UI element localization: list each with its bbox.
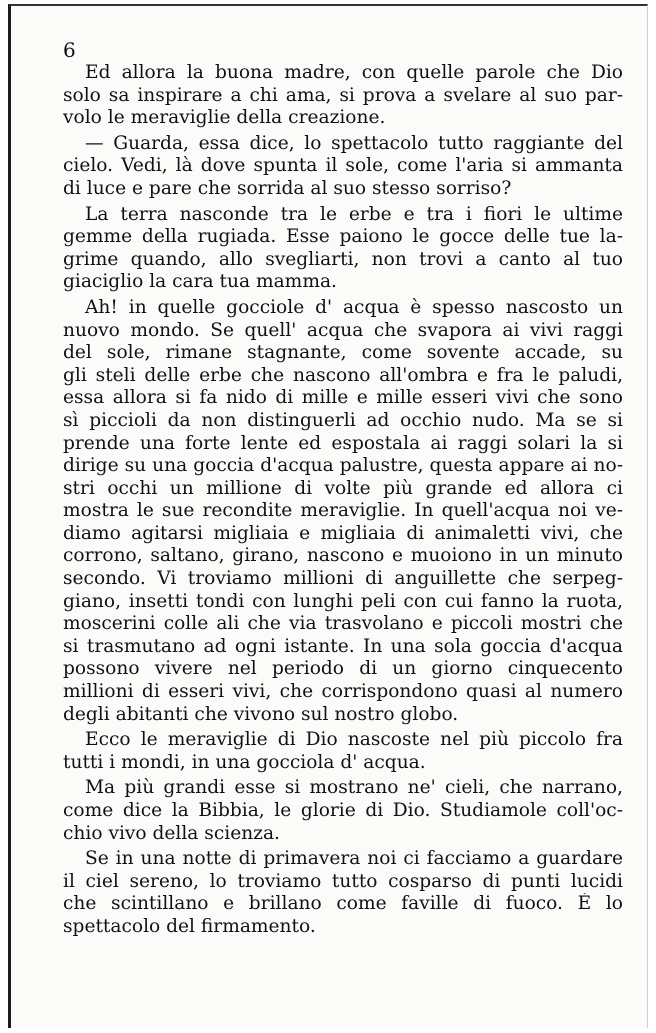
text-line: che scintillano e brillano come faville di fuoco. È lo (63, 893, 623, 915)
text-line: giano, insetti tondi con lunghi peli con cui fanno la ruota, (63, 590, 623, 612)
text-line: stri occhi un millione di volte più grande ed allora ci (63, 477, 623, 499)
text-line: moscerini colle ali che via trasvolano e piccoli mostri che (63, 613, 623, 635)
text-line: cielo. Vedi, là dove spunta il sole, come l'aria si ammanta (63, 155, 623, 177)
text-line: volo le meraviglie della creazione. (63, 107, 386, 129)
text-line: mostra le sue recondite meraviglie. In quell'acqua noi ve- (63, 500, 623, 522)
paragraph (63, 62, 623, 130)
text-line: millioni di esseri vivi, che corrispondono quasi al numero (63, 681, 623, 703)
text-line: nuovo mondo. Se quell' acqua che svapora ai vivi raggi (63, 319, 623, 341)
text-line: del sole, rimane stagnante, come sovente accade, su (63, 342, 623, 364)
body-text (63, 62, 623, 939)
text-line: Ecco le meraviglie di Dio nascoste nel più piccolo fra (85, 729, 623, 751)
text-line: Ma più grandi esse si mostrano ne' cieli, che narrano, (85, 777, 623, 799)
text-line: Ed allora la buona madre, con quelle parole che Dio (85, 62, 623, 83)
text-line: gemme della rugiada. Esse paiono le gocce delle tue la- (63, 226, 623, 248)
text-line: possono vivere nel periodo di un giorno cinquecento (63, 658, 623, 680)
paragraph (63, 729, 623, 774)
paragraph (63, 297, 623, 726)
text-line: spettacolo del firmamento. (63, 915, 316, 937)
page-number: 6 (63, 38, 76, 62)
paragraph (63, 848, 623, 938)
text-line: — Guarda, essa dice, lo spettacolo tutto raggiante del (85, 132, 623, 154)
text-line: Ah! in quelle gocciole d' acqua è spesso nascosto un (85, 296, 623, 318)
text-line: si trasmutano ad ogni istante. In una sola goccia d'acqua (63, 635, 623, 657)
paragraph (63, 133, 623, 201)
text-line: diamo agitarsi migliaia e migliaia di animaletti vivi, che (63, 522, 623, 544)
text-line: dirige su una goccia d'acqua palustre, questa appare ai no- (63, 455, 623, 477)
text-line: giaciglio la cara tua mamma. (63, 271, 337, 293)
text-line: grime quando, allo svegliarti, non trovi a canto al tuo (63, 248, 623, 270)
text-line: corrono, saltano, girano, nascono e muoiono in un minuto (63, 545, 623, 567)
text-line: il ciel sereno, lo troviamo tutto cosparso di punti lucidi (63, 870, 623, 892)
text-line: La terra nasconde tra le erbe e tra i fiori le ultime (85, 203, 623, 225)
text-line: di luce e pare che sorrida al suo stesso sorriso? (63, 177, 512, 199)
text-line: gli steli delle erbe che nascono all'ombra e fra le paludi, (63, 364, 623, 386)
text-line: sì piccioli da non distinguerli ad occhio nudo. Ma se si (63, 409, 623, 431)
book-page (8, 4, 648, 1028)
text-line: Se in una notte di primavera noi ci facciamo a guardare (85, 848, 623, 870)
paragraph (63, 204, 623, 294)
text-line: tutti i mondi, in una gocciola d' acqua. (63, 751, 426, 773)
text-line: secondo. Vi troviamo millioni di anguillette che serpeg- (63, 568, 623, 590)
text-line: essa allora si fa nido di mille e mille esseri vivi che sono (63, 387, 623, 409)
text-line: come dice la Bibbia, le glorie di Dio. Studiamole coll'oc- (63, 800, 623, 821)
text-line: degli abitanti che vivono sul nostro globo. (63, 703, 459, 725)
text-line: chio vivo della scienza. (63, 822, 280, 844)
text-line: prende una forte lente ed espostala ai raggi solari la si (63, 432, 623, 454)
text-line: solo sa inspirare a chi ama, si prova a svelare al suo par- (63, 84, 623, 106)
paragraph (63, 777, 623, 845)
